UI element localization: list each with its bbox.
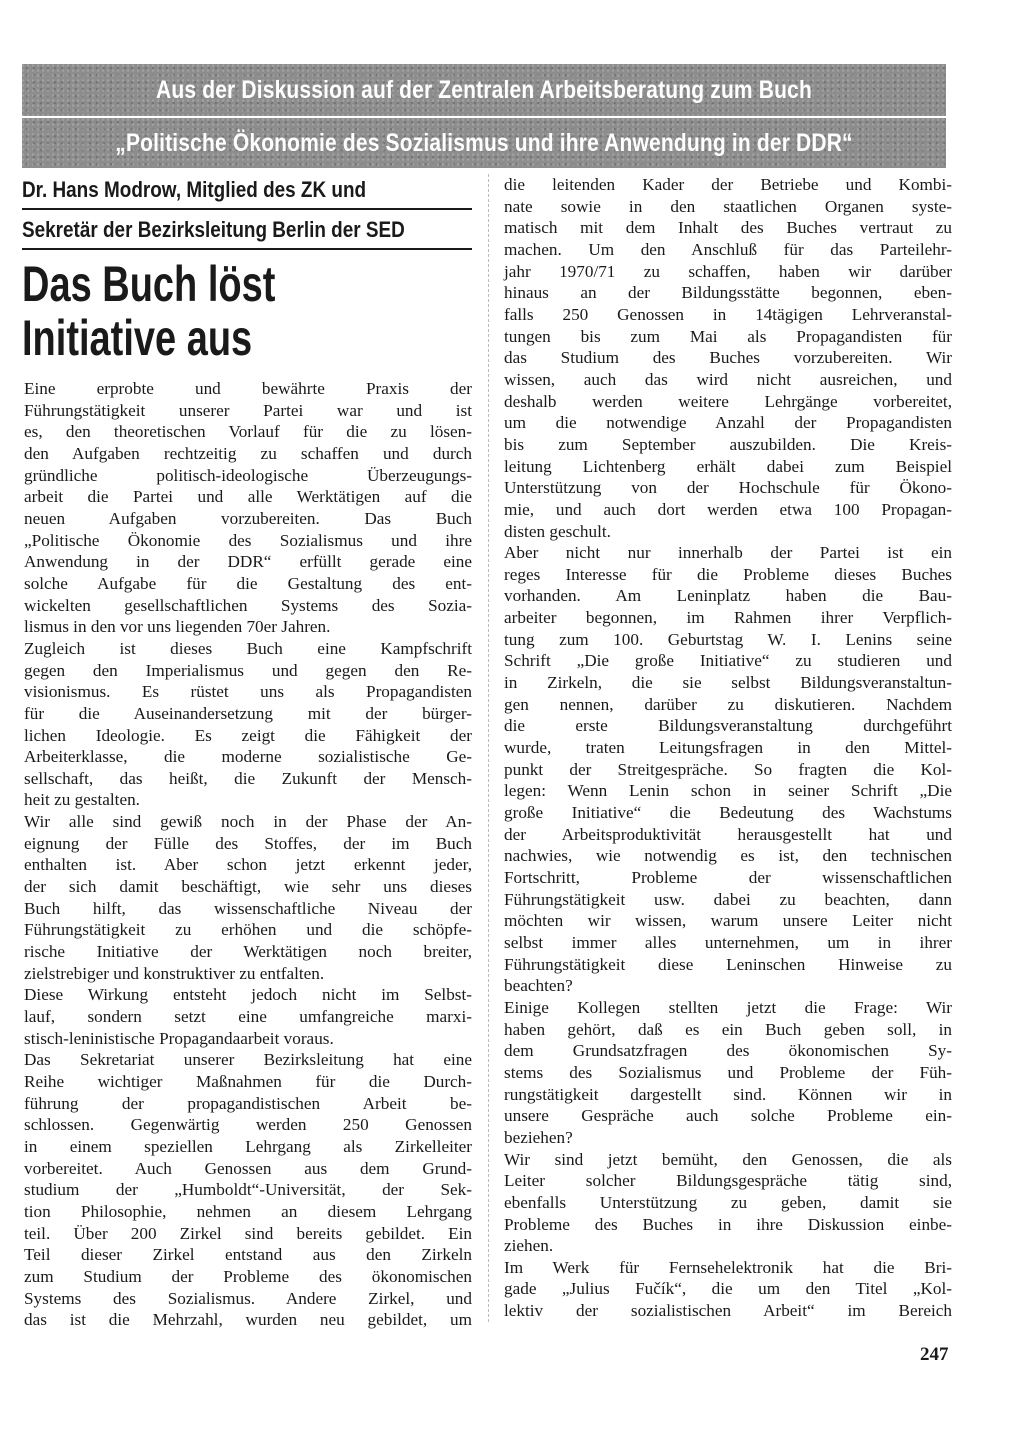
text-line: führung der propagandistischen Arbeit be- [24,1093,472,1113]
text-line: vorhanden. Am Leninplatz haben die Bau- [504,586,952,606]
text-line: dem Grundsatzfragen des ökonomischen Sy- [504,1041,952,1061]
text-line: Aber nicht nur innerhalb der Partei ist ein [504,543,952,563]
text-line: Im Werk für Fernsehelektronik hat die Bri- [504,1257,952,1277]
text-line: gegen den Imperialismus und gegen den Re- [24,660,472,680]
text-line: das Studium des Buches vorzubereiten. Wir [504,348,952,368]
text-line: tung zum 100. Geburtstag W. I. Lenins seine [504,629,952,649]
text-line: Führungstätigkeit diese Leninschen Hinweise zu [504,954,952,974]
text-line: die erste Bildungsveranstaltung durchgeführt [504,716,952,736]
text-line: falls 250 Genossen in 14tägigen Lehrveranstal- [504,304,952,324]
text-line: schlossen. Gegenwärtig werden 250 Genossen [24,1115,472,1135]
text-line: es, den theoretischen Vorlauf für die zu lösen- [24,422,472,442]
text-line: beachten? [504,976,573,996]
text-line: teil. Über 200 Zirkel sind bereits gebildet. Ein [24,1223,472,1243]
text-line: Einige Kollegen stellten jetzt die Frage: Wir [504,997,952,1017]
text-line: Anwendung in der DDR“ erfüllt gerade eine [24,552,472,572]
section-banner-line-2 [22,118,946,168]
page-number: 247 [920,1344,949,1365]
text-line: lektiv der sozialistischen Arbeit“ im Bereich [504,1301,952,1321]
text-line: „Politische Ökonomie des Sozialismus und ihre [24,530,472,550]
text-line: wissen, auch das wird nicht ausreichen, und [504,369,952,389]
text-line: möchten wir wissen, warum unsere Leiter nicht [504,911,952,931]
text-line: gen nennen, darüber zu diskutieren. Nachdem [504,694,952,714]
author-byline-1 [22,172,472,210]
text-line: solche Aufgabe für die Gestaltung des ent- [24,573,472,593]
text-line: reges Interesse für die Probleme dieses Buches [504,564,952,584]
text-line: Das Sekretariat unserer Bezirksleitung hat eine [24,1050,472,1070]
text-line: stems des Sozialismus und Probleme der Füh- [504,1062,952,1082]
text-line: bis zum September auszubilden. Die Kreis- [504,434,952,454]
text-line: Arbeiterklasse, die moderne sozialistische Ge- [24,747,472,767]
text-line: arbeit die Partei und alle Werktätigen auf die [24,487,472,507]
text-line: leitung Lichtenberg erhält dabei zum Beispiel [504,456,952,476]
text-line: für die Auseinandersetzung mit der bürger- [24,703,472,723]
text-line: Führungstätigkeit unserer Partei war und ist [24,400,472,420]
author-byline-2 [22,212,472,250]
text-line: nachwies, wie notwendig es ist, den technischen [504,846,952,866]
text-line: vorbereitet. Auch Genossen aus dem Grund- [24,1158,472,1178]
text-line: Unterstützung von der Hochschule für Ökono- [504,478,952,498]
article-column-right [504,174,952,1322]
text-line: Eine erprobte und bewährte Praxis der [24,379,472,398]
text-line: große Initiative“ die Bedeutung des Wachstums [504,803,952,823]
text-line: der sich damit beschäftigt, wie sehr uns dieses [24,877,472,897]
author-byline-text-2: Sekretär der Bezirksleitung Berlin der SED [22,217,405,242]
text-line: Fortschritt, Probleme der wissenschaftlichen [504,868,952,887]
text-line: sellschaft, das heißt, die Zukunft der Mensch- [24,768,472,788]
text-line: selbst immer alles unternehmen, um in ihrer [504,932,952,952]
text-line: zielstrebiger und konstruktiver zu entfalten. [24,963,325,983]
text-line: disten geschult. [504,521,611,541]
text-line: in einem speziellen Lehrgang als Zirkelleiter [24,1136,472,1156]
text-line: tungen bis zum Mai als Propagandisten für [504,326,952,346]
text-line: Teil dieser Zirkel entstand aus den Zirkeln [24,1245,472,1265]
text-line: haben gehört, daß es ein Buch geben soll, in [504,1019,952,1039]
banner-text-1: Aus der Diskussion auf der Zentralen Arbeitsberatung zum Buch [156,76,812,104]
text-line: mie, und auch dort werden etwa 100 Propagan- [504,499,952,519]
text-line: zum Studium der Probleme des ökonomischen [24,1266,472,1286]
text-line: gründliche politisch-ideologische Überzeugungs- [24,465,472,485]
text-line: nate sowie in den staatlichen Organen syste- [504,196,952,216]
text-line: legen: Wenn Lenin schon in seiner Schrift „Die [504,781,952,801]
text-line: wurde, traten Leitungsfragen in den Mittel- [504,738,952,758]
text-line: beziehen? [504,1127,573,1147]
text-line: Zugleich ist dieses Buch eine Kampfschrift [24,638,472,658]
text-line: lismus in den vor uns liegenden 70er Jahren. [24,617,331,637]
section-banner-line-1 [22,64,946,116]
article-column-left [24,378,472,1331]
text-line: Systems des Sozialismus. Andere Zirkel, und [24,1288,472,1308]
text-line: tion Philosophie, nehmen an diesem Lehrgang [24,1201,472,1221]
text-line: rische Initiative der Werktätigen noch breiter, [24,942,472,962]
text-line: lauf, sondern setzt eine umfangreiche marxi- [24,1007,472,1027]
text-line: Diese Wirkung entsteht jedoch nicht im Selbst- [24,985,472,1005]
text-line: Leiter solcher Bildungsgespräche tätig sind, [504,1171,952,1191]
text-line: Wir sind jetzt bemüht, den Genossen, die als [504,1149,952,1169]
text-line: deshalb werden weitere Lehrgänge vorbereitet, [504,391,952,411]
text-line: gade „Julius Fučík“, die um den Titel „Kol- [504,1279,952,1299]
text-line: arbeiter begonnen, im Rahmen ihrer Verpflich- [504,608,952,628]
text-line: stisch-leninistische Propagandaarbeit voraus. [24,1028,334,1048]
text-line: hinaus an der Bildungsstätte begonnen, eben- [504,283,952,303]
text-line: Buch hilft, das wissenschaftliche Niveau der [24,898,472,918]
text-line: Führungstätigkeit usw. dabei zu beachten, dann [504,889,952,909]
text-line: ebenfalls Unterstützung zu geben, damit sie [504,1192,952,1212]
text-line: Reihe wichtiger Maßnahmen für die Durch- [24,1072,472,1091]
text-line: matisch mit dem Inhalt des Buches vertraut zu [504,218,952,238]
text-line: studium der „Humboldt“-Universität, der Sek- [24,1180,472,1200]
text-line: machen. Um den Anschluß für das Parteilehr- [504,239,952,259]
text-line: visionismus. Es rüstet uns als Propagandisten [24,682,472,702]
text-line: in Zirkeln, die sie selbst Bildungsveranstaltun- [504,673,952,693]
text-line: rungstätigkeit dargestellt sind. Können wir in [504,1084,952,1104]
text-line: Führungstätigkeit zu erhöhen und die schöpfe- [24,920,472,940]
text-line: den Aufgaben rechtzeitig zu schaffen und durch [24,443,472,463]
text-line: jahr 1970/71 zu schaffen, haben wir darüber [504,261,952,281]
text-line: enthalten ist. Aber schon jetzt erkennt jeder, [24,855,472,875]
text-line: Probleme des Buches in ihre Diskussion einbe- [504,1214,952,1234]
text-line: punkt der Streitgespräche. So fragten die Kol- [504,759,952,779]
text-line: ziehen. [504,1236,554,1256]
text-line: das ist die Mehrzahl, wurden neu gebildet, um [24,1310,472,1330]
text-line: die leitenden Kader der Betriebe und Kombi- [504,175,952,194]
text-line: lichen Ideologie. Es zeigt die Fähigkeit der [24,725,472,745]
article-headline-2 [22,310,472,366]
text-line: der Arbeitsproduktivität herausgestellt hat und [504,824,952,844]
article-headline-1 [22,256,472,312]
text-line: um die notwendige Anzahl der Propagandisten [504,413,952,433]
text-line: heit zu gestalten. [24,790,140,810]
headline-text-1: Das Buch löst [22,256,276,312]
text-line: wickelten gesellschaftlichen Systems des Sozia- [24,595,472,615]
text-line: eignung der Fülle des Stoffes, der im Buch [24,833,472,853]
text-line: Schrift „Die große Initiative“ zu studieren und [504,651,952,671]
author-byline-text-1: Dr. Hans Modrow, Mitglied des ZK und [22,177,367,202]
headline-text-2: Initiative aus [22,310,253,366]
banner-text-2: „Politische Ökonomie des Sozialismus und ihre Anwendung in der DDR“ [115,129,853,157]
text-line: neuen Aufgaben vorzubereiten. Das Buch [24,508,472,528]
text-line: Wir alle sind gewiß noch in der Phase der An- [24,812,472,832]
text-line: unsere Gespräche auch solche Probleme ein- [504,1106,952,1126]
column-divider [488,174,489,1322]
